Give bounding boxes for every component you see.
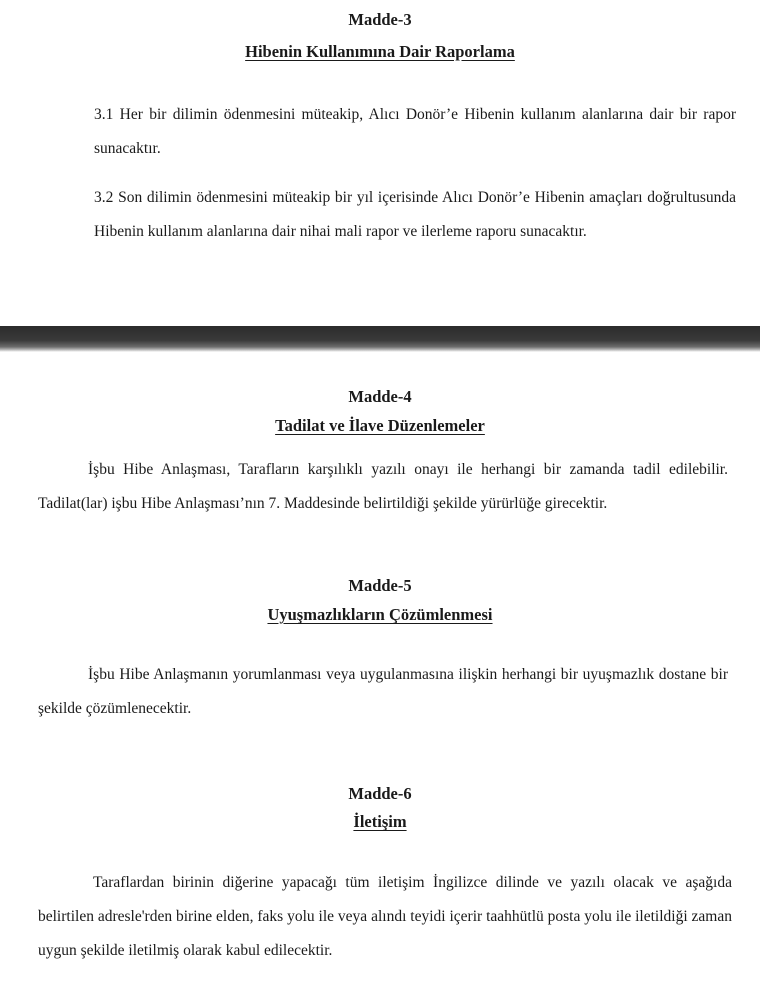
article-5-paragraph: İşbu Hibe Anlaşmanın yorumlanması veya uygulanmasına ilişkin herhangi bir uyuşmazlık dostane bir şekilde çözümlenecektir. xyxy=(38,666,728,717)
article-4-paragraph: İşbu Hibe Anlaşması, Tarafların karşılıklı yazılı onayı ile herhangi bir zamanda tadil edilebilir. Tadilat(lar) işbu Hibe Anlaşması’nın 7. Maddesinde belirtildiği şekilde yürürlüğe girecektir. xyxy=(38,461,728,512)
article-3-paragraph-1: 3.1 Her bir dilimin ödenmesini müteakip, Alıcı Donör’e Hibenin kullanım alanlarına dair bir rapor sunacaktır. xyxy=(94,106,736,157)
article-3-title: Hibenin Kullanımına Dair Raporlama xyxy=(245,42,515,61)
article-6-paragraph: Taraflardan birinin diğerine yapacağı tüm iletişim İngilizce dilinde ve yazılı olacak ve aşağıda belirtilen adresle'rden birine elden, faks yolu ile veya alındı teyidi içerir taahhütlü posta yolu ile iletildiği zaman uygun şekilde iletilmiş olarak kabul edilecektir. xyxy=(38,874,732,959)
article-4-title: Tadilat ve İlave Düzenlemeler xyxy=(275,416,485,435)
article-4-number: Madde-4 xyxy=(348,387,412,406)
article-5-number: Madde-5 xyxy=(348,576,412,595)
article-6-number: Madde-6 xyxy=(348,784,412,803)
article-5-title: Uyuşmazlıkların Çözümlenmesi xyxy=(267,605,493,624)
page-break-divider xyxy=(0,326,760,352)
document-page-top xyxy=(0,0,760,326)
article-3-number: Madde-3 xyxy=(348,10,412,29)
article-3-paragraph-2: 3.2 Son dilimin ödenmesini müteakip bir yıl içerisinde Alıcı Donör’e Hibenin amaçları doğrultusunda Hibenin kullanım alanlarına dair nihai mali rapor ve ilerleme raporu sunacaktır. xyxy=(94,189,736,240)
document-page-bottom xyxy=(0,352,760,992)
article-6-title: İletişim xyxy=(353,812,407,831)
